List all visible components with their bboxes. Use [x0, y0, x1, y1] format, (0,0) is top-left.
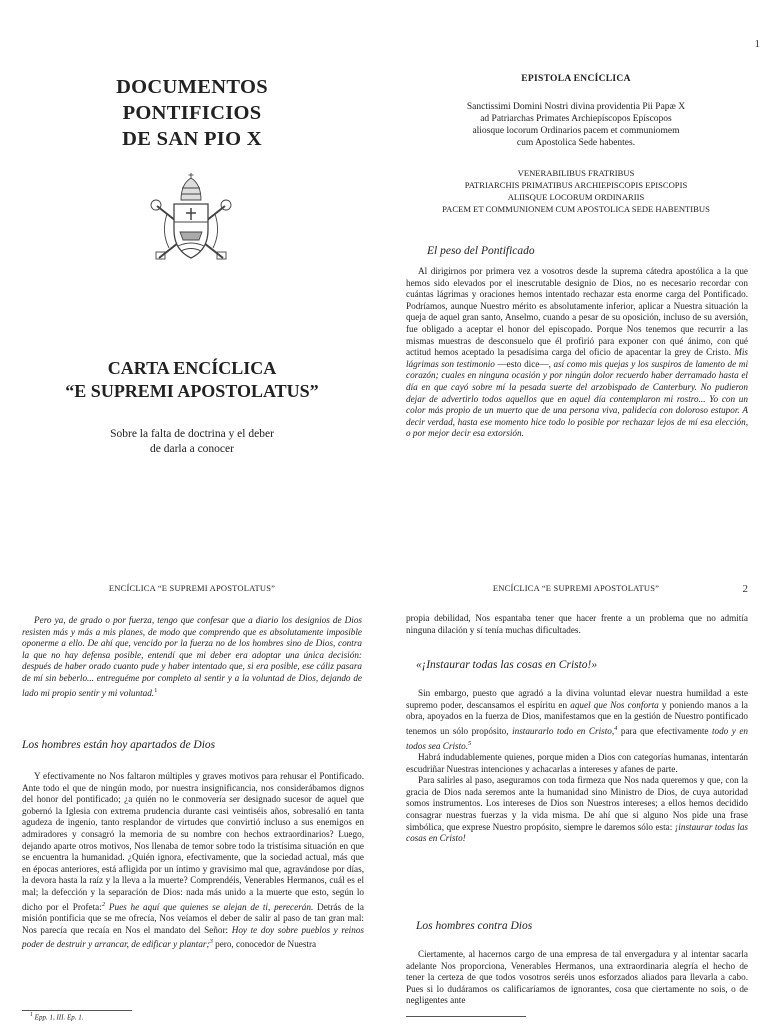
footnote-rule [22, 1010, 132, 1011]
epistola-heading: EPISTOLA ENCÍCLICA [521, 74, 631, 84]
latin-address: VENERABILIBUS FRATRIBUS PATRIARCHIS PRIMATIBUS ARCHIEPISCOPIS EPISCOPIS ALIISQUE LOCORUM ORDINARIIS PACEM ET COMMUNIONEM CUM APOSTOLICA SEDE HABENTIBUS [442, 168, 710, 214]
text-run: Para salirles al paso, aseguramos con toda firmeza que Nos nada queremos y que, con la gracia de Dios nada seremos ante la humanidad sino Ministro de Dios, de cuya autoridad somos instrumentos. Los intereses de Dios son Nuestros intereses; a ellos hemos decidido consagrar nuestras fuerzas y la vida misma. De ahí que si alguno Nos pide una frase simbólica, que exprese Nuestro propósito, siempre le daremos sólo esta: [406, 775, 748, 832]
page-2 [384, 512, 768, 1024]
page-1 [384, 0, 768, 512]
section-heading: Los hombres contra Dios [416, 920, 533, 932]
footnote: $^1$ Epp. 1, III. Ep. 1. [30, 1012, 84, 1022]
paragraph [406, 775, 748, 845]
footnote-ref: 2 [101, 900, 106, 908]
document-subtitle: Sobre la falta de doctrina y el deber de darla a conocer [110, 428, 274, 455]
text-run: para que efectivamente [617, 725, 712, 736]
body-paragraph [406, 266, 748, 440]
text-run: así como mis quejas y los suspiros de lamento de mi corazón; cuales en ninguna ocasión y por ningún dolor recuerdo haber derramado hasta el día en que cayó sobre mí la pesada suerte del arzobispado de Canterbury. No pudieron dejar de advertirlo todos aquellos que en aquel día contemplaron mi rostro... Yo con un color más propio de un muerto que de una persona viva, palidecía con doloroso estupor. A decir verdad, hasta ese momento hice todo lo posible por rechazar lejos de mí esa elección, o por mejor decir esa extorsión. [406, 358, 748, 439]
section-heading: Los hombres están hoy apartados de Dios [22, 739, 216, 751]
page-number: 1 [754, 38, 760, 50]
paragraph [406, 688, 748, 752]
text-run: Y efectivamente no Nos faltaron múltiples y graves motivos para rehusar el Pontificado. Ante todo el que de ningún modo, por nuestra insignificancia, nos considerábamos dignos del honor del pontificado; ¿a quién no le conmovería ser designado sucesor de aquel que gobernó la Iglesia con extrema prudencia durante casi veintiséis años, sobresalió en tanta agudeza de ingenio, tanto resplandor de virtudes que convirtió incluso a sus enemigos en admiradores y consagró la memoria de su nombre con hechos extraordinarios? Luego, dejando aparte otros motivos, Nos llenaba de temor sobre todo la tristísima situación en que se encuentra la humanidad. ¿Quién ignora, efectivamente, que la sociedad actual, más que en épocas anteriores, está afligida por un íntimo y gravísimo mal que, agravándose por días, la devora hasta la raíz y la lleva a la muerte? Comprendéis, Venerables Hermanos, cuál es el mal; la defección y la separación de Dios: nada más unido a la muerte que esto, según lo dicho por el Profeta: [22, 771, 364, 912]
text-run: todo y en todos sea Cristo. [406, 725, 748, 751]
section-heading: «¡Instaurar todas las cosas en Cristo!» [416, 659, 598, 671]
text-run: instaurarlo todo en Cristo, [512, 725, 615, 736]
text-run: Detrás de la misión pontificia que se me ofrecía, Nos veíamos el deber de salir al paso de tan gran mal: Nos parecía que recaía en Nos el mandato del Señor: [22, 901, 364, 935]
page-number: 2 [742, 583, 748, 595]
text-run: —esto dice—, [494, 358, 554, 369]
text-run: Al dirigirnos por primera vez a vosotros desde la suprema cátedra apostólica a la que hemos sido elevados por el inescrutable designio de Dios, no es necesario recordar con cuántas lágrimas y oraciones hemos intentado rechazar esta enorme carga del Pontificado. Podríamos, aunque Nuestro mérito es absolutamente inferior, aplicar a Nuestra situación la queja de aquel gran santo, Anselmo, cuando a pesar de su oposición, incluso de su aversión, fue obligado a aceptar el honor del episcopado. Porque Nos tenemos que recurrir a las mismas muestras de desconsuelo que él profirió para exponer con qué ánimo, con qué actitud hemos aceptado la pesadísima carga del oficio de apacentar la grey de Cristo. [406, 266, 748, 358]
papal-coat-of-arms-icon [147, 170, 235, 266]
footnote-ref: 4 [614, 724, 618, 732]
paragraph [22, 771, 364, 951]
text-run: Sin embargo, puesto que agradó a la divina voluntad elevar nuestra humildad a este supremo poder, descansamos el espíritu en [406, 688, 748, 710]
book-title: DOCUMENTOS PONTIFICIOS DE SAN PIO X [116, 76, 268, 150]
paragraph: Ciertamente, al hacernos cargo de una empresa de tal envergadura y al intentar sacarla adelante Nos proporciona, Venerables Hermanos, una extraordinaria alegría el hecho de tener la certeza de que todos vosotros seréis unos esforzados aliados para llevarla a cabo. Pues si lo dudáramos os calificaríamos de ignorantes, cosa que ciertamente no sois, o de negligentes ante [406, 949, 748, 1006]
footnote-ref: 5 [468, 739, 472, 747]
running-head: ENCÍCLICA “E SUPREMI APOSTOLATUS” [492, 583, 660, 593]
text-run: ¡instaurar todas las cosas en Cristo! [406, 821, 748, 844]
document-title: CARTA ENCÍCLICA “E SUPREMI APOSTOLATUS” [65, 358, 319, 401]
text-run: Pues he aquí que quienes se alejan de ti, perecerán. [105, 901, 314, 912]
text-run: aquel que Nos conforta [570, 699, 659, 710]
text-run: Mis lágrimas son testimonio [406, 347, 748, 369]
intro-quote: Pero ya, de grado o por fuerza, tengo que confesar que a diario los designios de Dios resisten más y más a mis planes, de modo que comprendo que es absolutamente imposible oponerme a ello. De ahí que, vencido por la fuerza no de los hombres sino de Dios, contra la que no hay defensa posible, entendí que mi deber era adoptar una única decisión: después de haber orado cuanto pude y haber intentado que, si era posible, ese cáliz pasara de mí sin beberlo... entreguéme por completo al sentir y a la voluntad de Dios, dejando de lado mi propio sentir y mi voluntad.$^1$ [22, 615, 362, 698]
running-head: ENCÍCLICA “E SUPREMI APOSTOLATUS” [108, 583, 276, 593]
body-paragraphs [406, 688, 748, 845]
footnote-rule [406, 1016, 526, 1017]
body-paragraph [22, 771, 364, 951]
latin-intro: Sanctissimi Domini Nostri divina providentia Pii Papæ X ad Patriarchas Primates Archiepíscopos Epíscopos aliosque locorum Ordinarios pacem et communiomem cum Apostolica Sede habentes. [466, 102, 686, 148]
title-page [0, 0, 384, 512]
paragraph [406, 266, 748, 440]
body-paragraph [406, 949, 748, 1007]
text-run: Hoy te doy sobre pueblos y reinos poder de destruir y arrancar, de edificar y plantar; [22, 924, 364, 950]
continuation-paragraph: propia debilidad, Nos espantaba tener que hacer frente a un problema que no admitía ninguna dilación y sí tenía muchas dificultades. [406, 613, 748, 635]
text-run: pero, conocedor de Nuestra [212, 939, 317, 950]
text-run: y poniendo manos a la obra, apoyados en la fuerza de Dios, manifestamos que en la gestión de Nuestro pontificado tenemos un sólo propósito, [406, 699, 749, 736]
paragraph: Habrá indudablemente quienes, porque miden a Dios con categorías humanas, intentarán escudriñar Nuestras intenciones y achacarlas a intereses y afanes de parte. [406, 752, 748, 774]
footnote-ref: 3 [209, 938, 213, 946]
section-heading: El peso del Pontificado [427, 245, 535, 257]
page-verso [0, 512, 384, 1024]
